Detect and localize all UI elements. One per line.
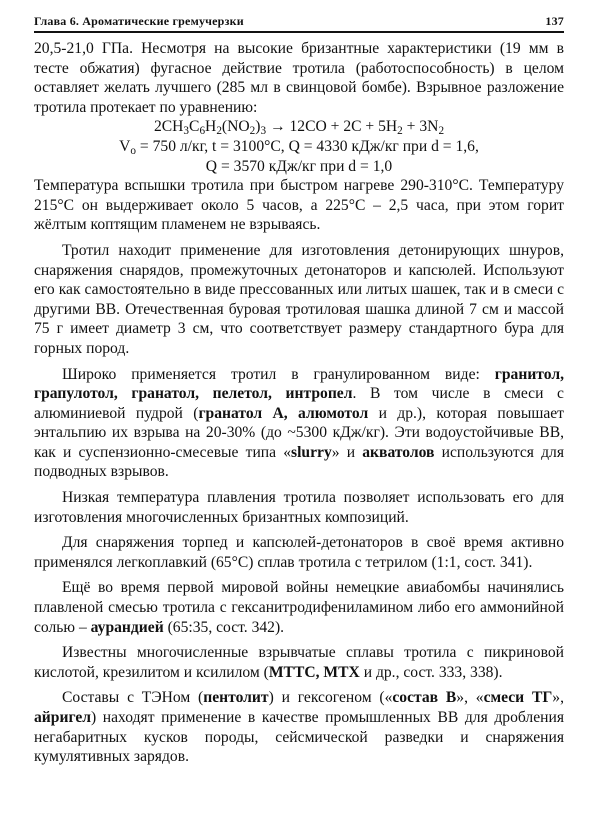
reaction-equation: $2CH_3C_6H_2(NO_2)_3 \to 12CO + 2C + 5H_2 + 3N_2$	[153, 118, 445, 138]
page-body	[34, 39, 564, 767]
paragraph-7: Ещё во время первой мировой войны немецкие авиабомбы начинялись плавленой смесью тротила с гексанитродифениламином либо его аммонийной солью – аурандией (65:35, сост. 342).	[34, 579, 564, 636]
paragraph-3: Тротил находит применение для изготовления детонирующих шнуров, снаряжения снарядов, промежуточных детонаторов и капсюлей. Используют его как самостоятельно в виде прессованных или литых шашек, так и в смеси с другими ВВ. Отечественная буровая тротиловая шашка длиной 7 см и массой 75 г имеет диаметр 3 см, что соответствует размеру стандартного бура для горных пород.	[34, 241, 564, 357]
running-header	[34, 14, 564, 33]
paragraph-4: Широко применяется тротил в гранулированном виде: гранитол, грапулотол, гранатол, пелетол, интропел. В том числе в смеси с алюминиевой пудрой (гранатол А, алюмотол и др.), которая повышает энтальпию их взрыва на 20-30% (до ~5300 кДж/кг). Эти водоустойчивые ВВ, как и суспензионно-смесевые типа «slurry» и акватолов используются для подводных взрывов.	[34, 365, 565, 481]
paragraph-8: Известны многочисленные взрывчатые сплавы тротила с пикриновой кислотой, крезилитом и ксилилом (МТТС, МТХ и др., сост. 333, 338).	[34, 644, 564, 681]
paragraph-1: 20,5-21,0 ГПа. Несмотря на высокие бризантные характеристики (19 мм в тесте обжатия) фугасное действие тротила (работоспособность) в целом оставляет желать лучшего (285 мл в свинцовой бомбе). Взрывное разложение тротила протекает по уравнению:	[34, 40, 564, 116]
paragraph-5: Низкая температура плавления тротила позволяет использовать его для изготовления многочисленных бризантных композиций.	[34, 489, 564, 526]
paragraph-6: Для снаряжения торпед и капсюлей-детонаторов в своё время активно применялся легкоплавкий (65°C) сплав тротила с тетрилом (1:1, сост. 341).	[34, 534, 564, 571]
page-number: 137	[545, 14, 564, 28]
paragraph-9: Составы с ТЭНом (пентолит) и гексогеном («состав В», «смеси ТГ», айригел) находят применение в качестве промышленных ВВ для дробления негабаритных кусков породы, сейсмической разведки и снаряжения кумулятивных зарядов.	[34, 689, 564, 766]
equation-parameters: $V_o = 750$ л/кг, t = 3100°C, Q = 4330 кДж/кг при d = 1,6,	[119, 137, 479, 157]
arrow-icon: →	[269, 118, 286, 136]
chapter-title: Глава 6. Ароматические гремучерзки	[34, 14, 244, 28]
paragraph-2: Температура вспышки тротила при быстром нагреве 290-310°C. Температуру 215°C он выдерживает около 5 часов, а 225°C – 2,5 часа, при этом горит жёлтым коптящим пламенем не взрываясь.	[34, 177, 564, 234]
equation-heat: Q = 3570 кДж/кг при d = 1,0	[205, 157, 393, 175]
